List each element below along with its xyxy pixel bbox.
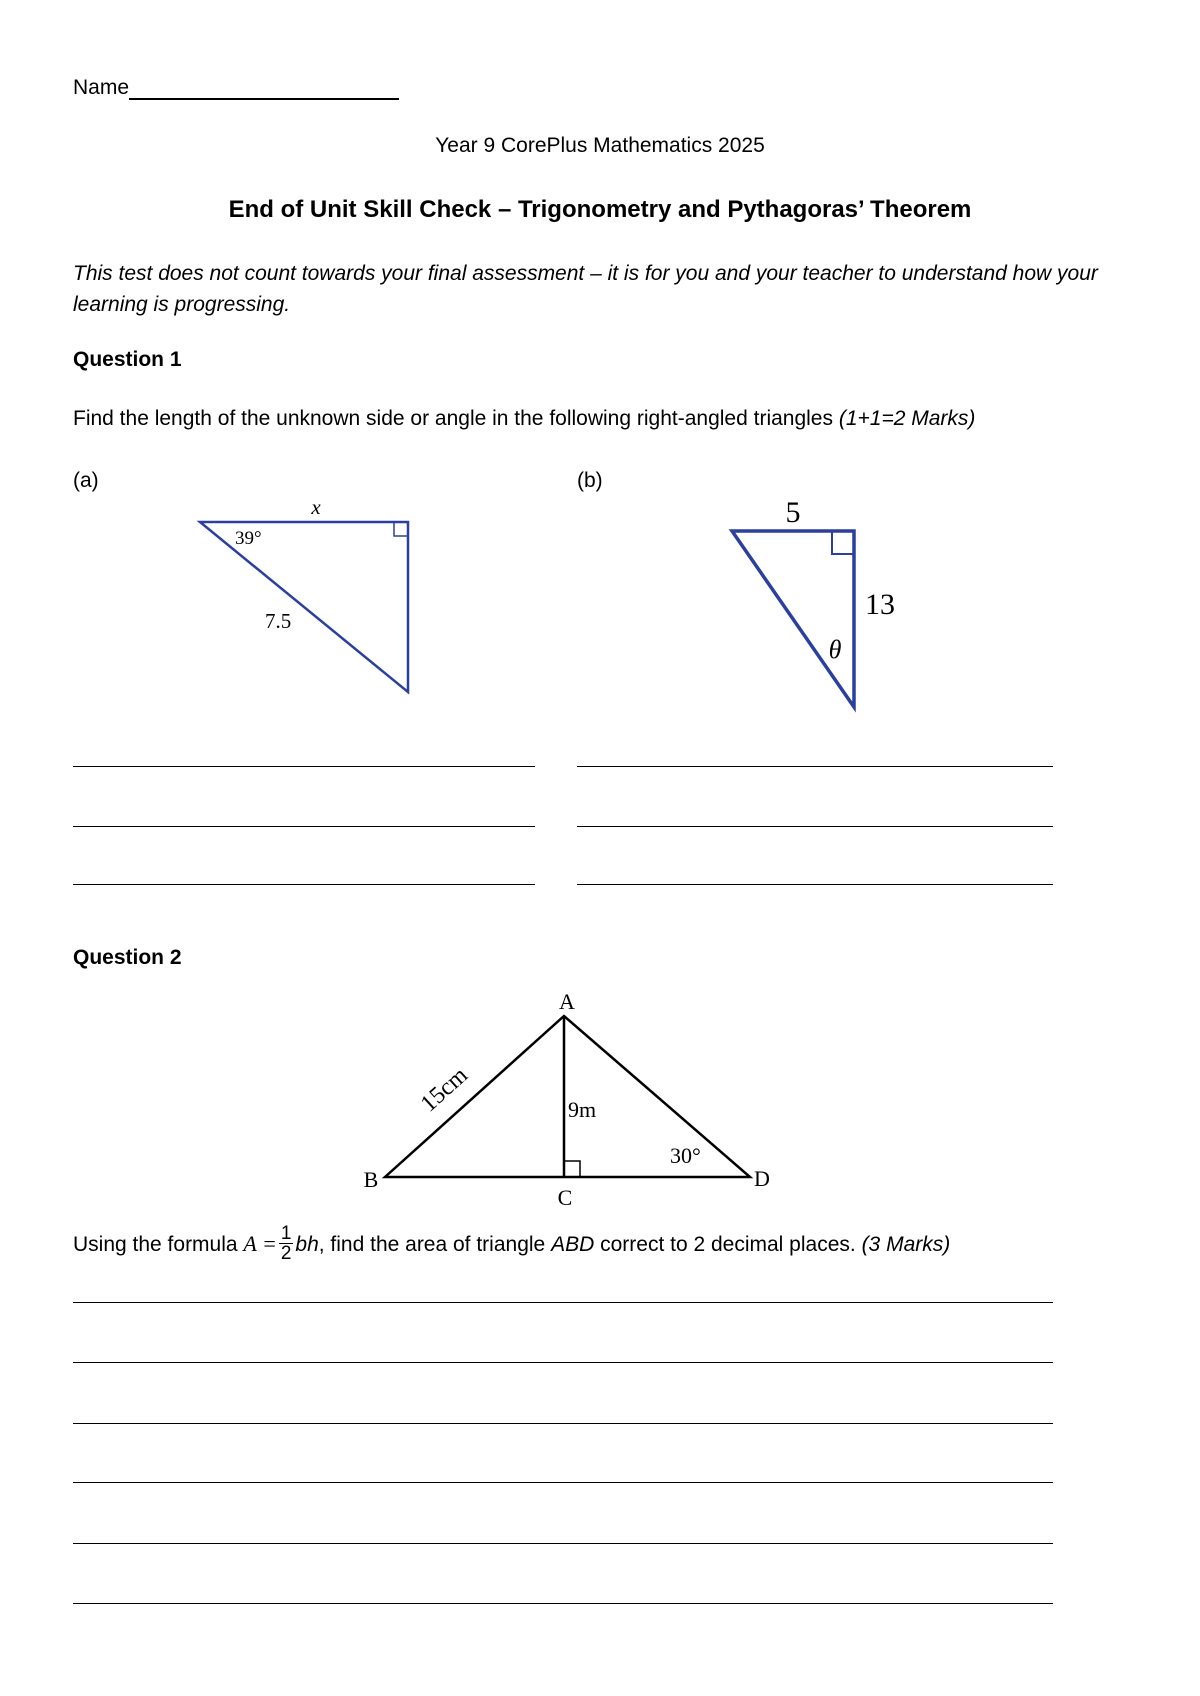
formula-fraction <box>279 1224 294 1263</box>
answer-line-q2-2[interactable] <box>73 1362 1053 1363</box>
q2-triangle-name: ABD <box>551 1233 595 1257</box>
triangle-b-shape <box>732 531 854 707</box>
formula-numerator: 1 <box>280 1223 292 1244</box>
triangle-b-side-13: 13 <box>865 588 895 621</box>
q2-instruction-post: correct to 2 decimal places. <box>600 1233 856 1257</box>
q2-instruction-pre: Using the formula <box>73 1233 238 1257</box>
question-1-heading: Question 1 <box>73 348 182 371</box>
test-title: End of Unit Skill Check – Trigonometry and Pythagoras’ Theorem <box>228 196 972 223</box>
answer-line-a-1[interactable] <box>73 766 535 767</box>
height-ac-label: 9m <box>568 1097 597 1122</box>
formula-lhs: A = <box>243 1231 277 1257</box>
formula-rhs: bh <box>295 1233 319 1257</box>
answer-line-q2-1[interactable] <box>73 1302 1053 1303</box>
answer-line-a-3[interactable] <box>73 884 535 885</box>
formula-denominator: 2 <box>280 1243 292 1264</box>
answer-line-b-1[interactable] <box>577 766 1053 767</box>
question-2-heading: Question 2 <box>73 946 182 969</box>
vertex-c-label: C <box>557 1185 573 1210</box>
triangle-a-diagram <box>190 490 430 700</box>
q1-instruction-text: Find the length of the unknown side or angle in the following right-angled triangles <box>73 407 833 430</box>
q1-marks: (1+1=2 Marks) <box>838 407 976 430</box>
part-b-label: (b) <box>577 469 603 492</box>
answer-line-b-3[interactable] <box>577 884 1053 885</box>
triangle-b-angle-theta: θ <box>828 635 842 664</box>
answer-line-a-2[interactable] <box>73 826 535 827</box>
triangle-a-side-x: x <box>311 495 321 519</box>
q2-marks: (3 Marks) <box>861 1233 951 1257</box>
triangle-b-diagram <box>720 490 920 715</box>
vertex-b-label: B <box>363 1167 379 1192</box>
answer-line-q2-6[interactable] <box>73 1603 1053 1604</box>
triangle-a-hypotenuse: 7.5 <box>265 609 292 633</box>
right-angle-c <box>564 1161 580 1177</box>
triangle-a-shape <box>200 522 408 692</box>
name-field[interactable] <box>73 76 399 100</box>
triangle-b-side-5: 5 <box>785 496 801 529</box>
side-ab-label: 15cm <box>415 1062 473 1118</box>
answer-line-q2-5[interactable] <box>73 1543 1053 1544</box>
answer-line-q2-3[interactable] <box>73 1423 1053 1424</box>
name-underline[interactable] <box>129 76 399 100</box>
course-title: Year 9 CorePlus Mathematics 2025 <box>435 134 765 157</box>
question-1-instruction <box>73 407 975 431</box>
angle-d-label: 30° <box>670 1143 701 1168</box>
question-2-instruction <box>73 1223 951 1265</box>
answer-line-b-2[interactable] <box>577 826 1053 827</box>
triangle-b-right-angle <box>832 531 854 554</box>
vertex-a-label: A <box>559 989 575 1014</box>
name-label: Name <box>73 76 130 99</box>
triangle-a-angle: 39° <box>235 528 262 549</box>
answer-line-q2-4[interactable] <box>73 1482 1053 1483</box>
intro-text: This test does not count towards your final assessment – it is for you and your teacher to understand how your learning is progressing. <box>73 262 1098 316</box>
triangle-a-right-angle <box>394 522 408 536</box>
part-a-label: (a) <box>73 469 99 492</box>
vertex-d-label: D <box>754 1166 770 1191</box>
triangle-abd-diagram <box>355 985 785 1210</box>
q2-instruction-mid: , find the area of triangle <box>318 1233 546 1257</box>
